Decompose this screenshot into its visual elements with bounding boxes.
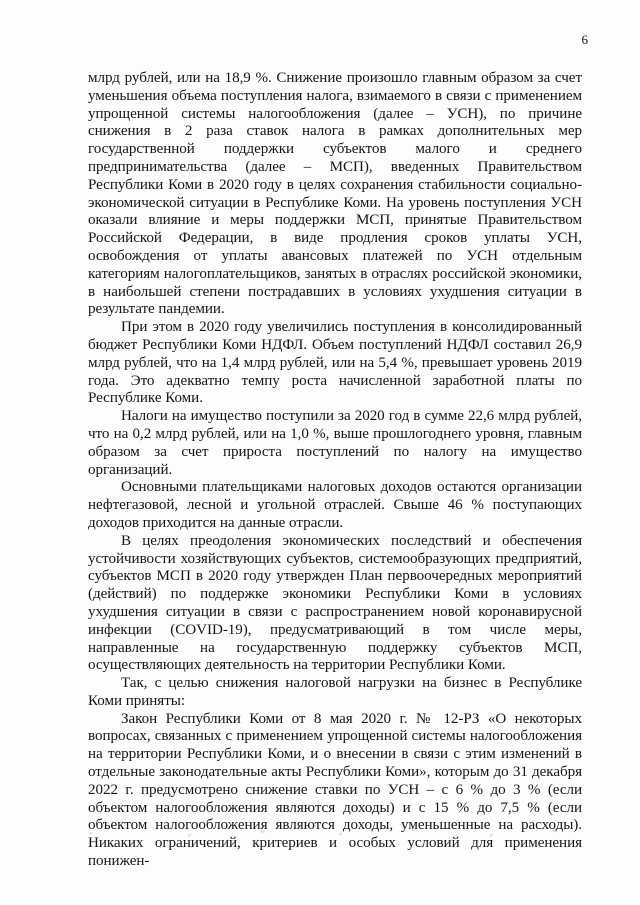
paragraph-komi-law: Закон Республики Коми от 8 мая 2020 г. № 12-РЗ «О некоторых вопросах, связанных с применением упрощенной системы налогообложения на территории Республики Коми, и о внесении в связи с этим изменений в отдельные законодательные акты Республики Коми», которым до 31 декабря 2022 г. предусмотрено снижение ставки по УСН – с 6 % до 3 % (если объектом налогообложения являются доходы) и с 15 % до 7,5 % (если объектом налогообложения являются доходы, уменьшенные на расходы). Никаких ограничений, критериев и особых условий для применения понижен- xyxy=(88,710,582,870)
page-number: 6 xyxy=(581,32,588,47)
paragraph-main-payers: Основными плательщиками налоговых доходов остаются организации нефтегазовой, лесной и угольной отраслей. Свыше 46 % поступающих доходов приходится на данные отрасли. xyxy=(88,479,582,531)
paragraph-property-taxes: Налоги на имущество поступили за 2020 год в сумме 22,6 млрд рублей, что на 0,2 млрд рублей, или на 1,0 %, выше прошлогоднего уровня, главным образом за счет прироста поступлений по налогу на имущество организаций. xyxy=(88,408,582,478)
scan-noise xyxy=(70,822,590,844)
paragraph-support-plan: В целях преодоления экономических последствий и обеспечения устойчивости хозяйствующих субъектов, системообразующих предприятий, субъектов МСП в 2020 году утвержден План первоочередных мероприятий (действий) по поддержке экономики Республики Коми в условиях ухудшения ситуации в связи с распространением новой коронавирусной инфекции (COVID-19), предусматривающий в том числе меры, направленные на государственную поддержку субъектов МСП, осуществляющих деятельность на территории Республики Коми. xyxy=(88,532,582,674)
paragraph-tax-burden: Так, с целью снижения налоговой нагрузки на бизнес в Республике Коми приняты: xyxy=(88,675,582,709)
paragraph-usn-decline: млрд рублей, или на 18,9 %. Снижение произошло главным образом за счет уменьшения объема поступления налога, взимаемого в связи с применением упрощенной системы налогообложения (далее – УСН), по причине снижения в 2 раза ставок налога в рамках дополнительных мер государственной поддержки субъектов малого и среднего предпринимательства (далее – МСП), введенных Правительством Республики Коми в 2020 году в целях сохранения стабильности социально-экономической ситуации в Республике Коми. На уровень поступления УСН оказали влияние и меры поддержки МСП, принятые Правительством Российской Федерации, в виде продления сроков уплаты УСН, освобождения от уплаты авансовых платежей по УСН отдельным категориям налогоплательщиков, занятых в отраслях российской экономики, в наибольшей степени пострадавших в условиях ухудшения ситуации в результате пандемии. xyxy=(88,70,582,318)
body-text xyxy=(88,70,582,871)
paragraph-ndfl: При этом в 2020 году увеличились поступления в консолидированный бюджет Республики Коми НДФЛ. Объем поступлений НДФЛ составил 26,9 млрд рублей, что на 1,4 млрд рублей, или на 5,4 %, превышает уровень 2019 года. Это адекватно темпу роста начисленной заработной платы по Республике Коми. xyxy=(88,319,582,407)
